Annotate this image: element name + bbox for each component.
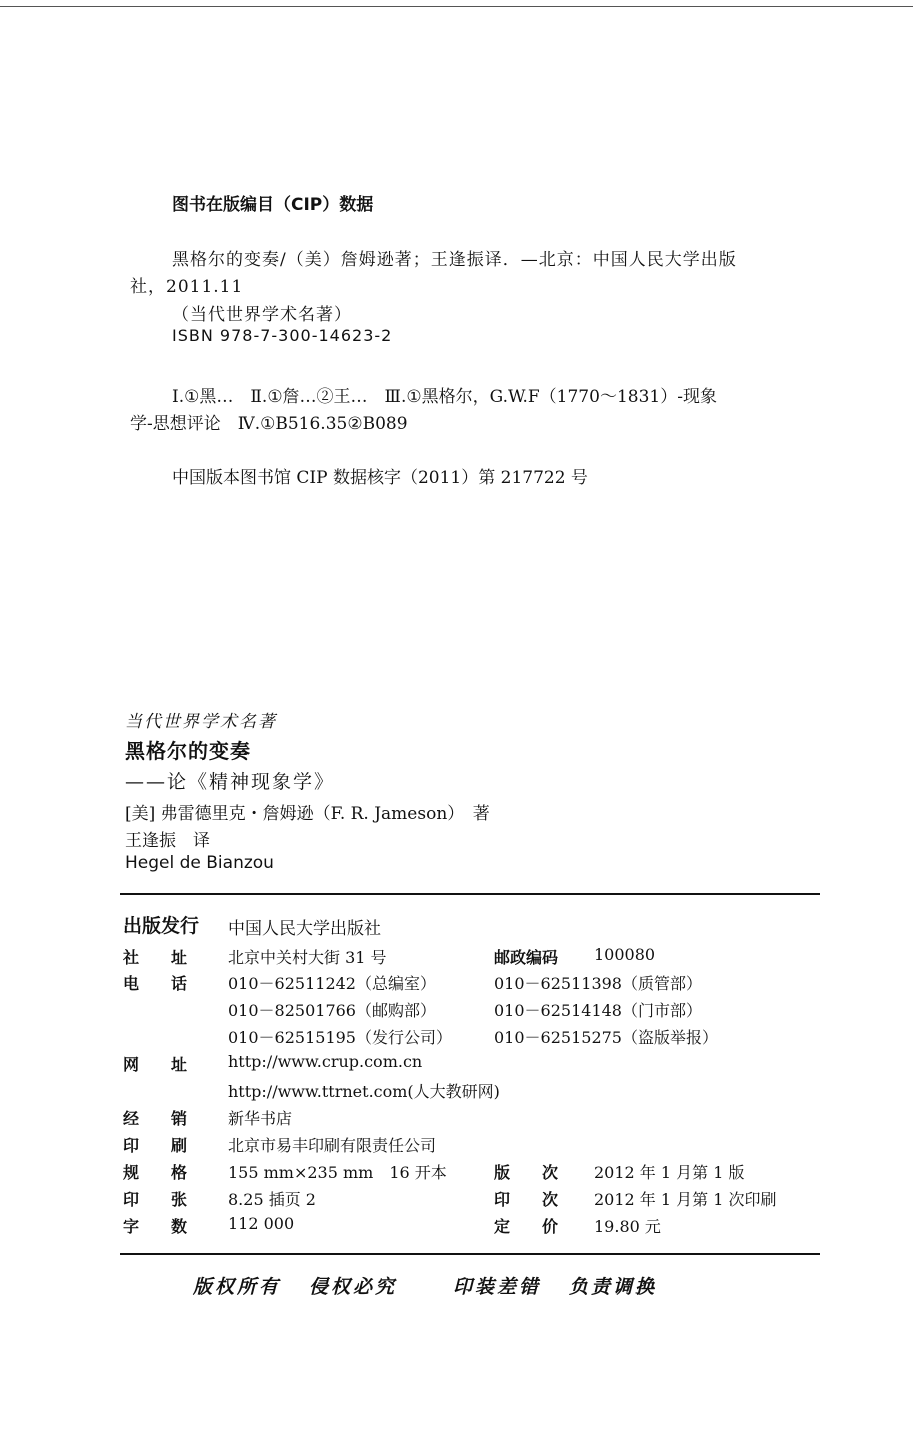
cip-entry-line2: 社，2011.11 xyxy=(130,277,244,297)
footer-rights: 版权所有 xyxy=(193,1276,282,1298)
footer-exchange: 负责调换 xyxy=(569,1276,658,1298)
publisher-name: 中国人民大学出版社 xyxy=(228,919,381,939)
address-value: 北京中关村大街 31 号 xyxy=(228,948,387,967)
cip-entry-line1: 黑格尔的变奏/（美）詹姆逊著；王逢振译．—北京：中国人民大学出版 xyxy=(172,250,737,270)
phone-right-3: 010－62515275（盗版举报） xyxy=(494,1028,718,1047)
cip-number: 中国版本图书馆 CIP 数据核字（2011）第 217722 号 xyxy=(172,468,588,488)
divider-bottom xyxy=(120,1253,820,1255)
book-subtitle: ——论《精神现象学》 xyxy=(125,771,336,793)
phone-left-2: 010－82501766（邮购部） xyxy=(228,1001,436,1020)
words-label: 字 数 xyxy=(123,1217,188,1236)
printing-value: 2012 年 1 月第 1 次印刷 xyxy=(594,1190,777,1209)
web-label: 网 址 xyxy=(123,1055,188,1074)
phone-left-3: 010－62515195（发行公司） xyxy=(228,1028,452,1047)
distributor-label: 经 销 xyxy=(123,1109,188,1128)
cip-isbn: ISBN 978-7-300-14623-2 xyxy=(172,326,393,345)
publisher-label: 出版发行 xyxy=(123,915,200,937)
cip-subject-line1: Ⅰ.①黑… Ⅱ.①詹…②王… Ⅲ.①黑格尔，G.W.F（1770～1831）-现象 xyxy=(172,387,717,407)
cip-subject-line2: 学-思想评论 Ⅳ.①B516.35②B089 xyxy=(130,414,408,434)
web-url-1[interactable]: http://www.crup.com.cn xyxy=(228,1052,423,1071)
phone-right-2: 010－62514148（门市部） xyxy=(494,1001,702,1020)
book-series: 当代世界学术名著 xyxy=(125,712,277,732)
book-title: 黑格尔的变奏 xyxy=(125,739,251,763)
printer-label: 印 刷 xyxy=(123,1136,188,1155)
postcode-value: 100080 xyxy=(594,945,656,964)
divider-top xyxy=(120,893,820,895)
edition-label: 版 次 xyxy=(494,1163,559,1182)
spec-value: 155 mm×235 mm 16 开本 xyxy=(228,1163,447,1182)
book-pinyin-title: Hegel de Bianzou xyxy=(125,853,274,873)
words-value: 112 000 xyxy=(228,1214,295,1233)
address-label: 社 址 xyxy=(123,948,188,967)
price-value: 19.80 元 xyxy=(594,1217,661,1236)
distributor-value: 新华书店 xyxy=(228,1109,293,1128)
phone-left-1: 010－62511242（总编室） xyxy=(228,974,436,993)
sheets-value: 8.25 插页 2 xyxy=(228,1190,316,1209)
web-url-2[interactable]: http://www.ttrnet.com(人大教研网) xyxy=(228,1082,500,1101)
edition-value: 2012 年 1 月第 1 版 xyxy=(594,1163,745,1182)
footer-misprint: 印装差错 xyxy=(453,1276,542,1298)
footer-infringement: 侵权必究 xyxy=(309,1276,398,1298)
sheets-label: 印 张 xyxy=(123,1190,188,1209)
phone-label: 电 话 xyxy=(123,974,188,993)
phone-right-1: 010－62511398（质管部） xyxy=(494,974,702,993)
copyright-notice xyxy=(193,1272,657,1299)
spec-label: 规 格 xyxy=(123,1163,188,1182)
top-border-line xyxy=(0,6,913,7)
printing-label: 印 次 xyxy=(494,1190,559,1209)
book-translator: 王逢振 译 xyxy=(125,831,210,851)
postcode-label: 邮政编码 xyxy=(494,948,559,967)
printer-value: 北京市易丰印刷有限责任公司 xyxy=(228,1136,437,1155)
price-label: 定 价 xyxy=(494,1217,559,1236)
cip-series: （当代世界学术名著） xyxy=(172,305,352,325)
book-author: [美] 弗雷德里克・詹姆逊（F. R. Jameson） 著 xyxy=(125,804,490,824)
cip-heading: 图书在版编目（CIP）数据 xyxy=(172,195,374,215)
